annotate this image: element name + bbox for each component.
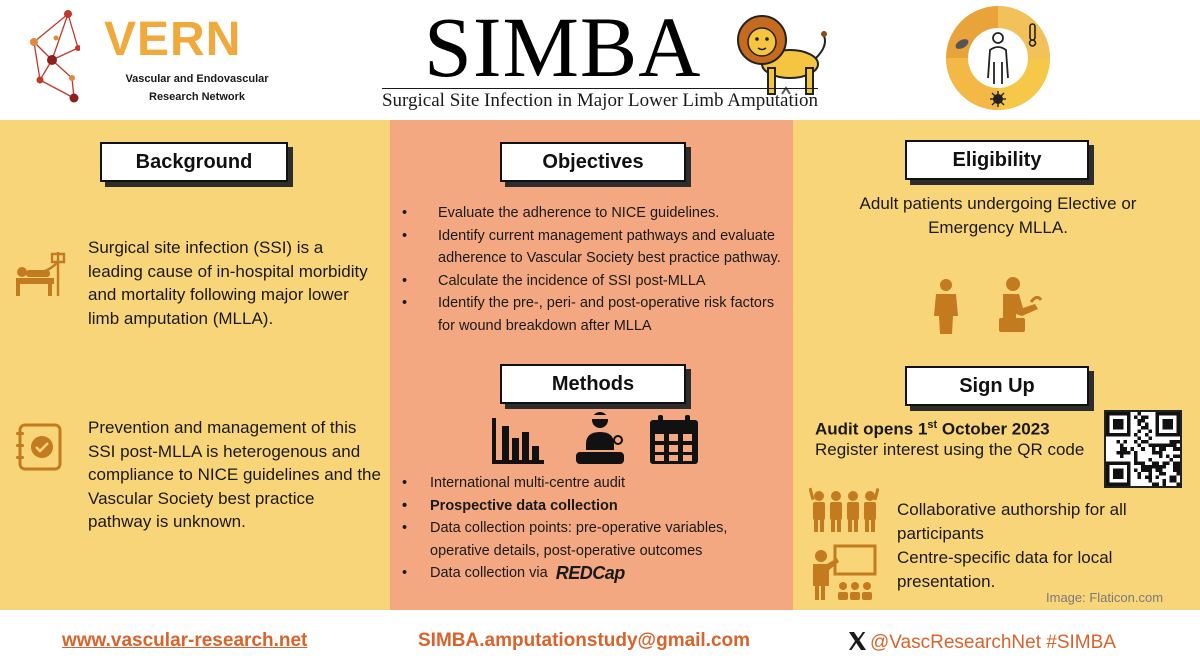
calendar-icon xyxy=(648,414,700,466)
standing-person-icon xyxy=(931,278,961,334)
network-logo-icon xyxy=(28,8,80,104)
page-subtitle: Surgical Site Infection in Major Lower Limb Amputation xyxy=(381,90,819,111)
image-credit: Image: Flaticon.com xyxy=(1046,590,1164,605)
hospital-bed-patient-icon xyxy=(12,250,70,300)
org-subtitle: Vascular and Endovascular Research Network xyxy=(125,73,269,103)
objective-item: • Identify current management pathways and evaluate adherence to Vascular Society best practice pathway. xyxy=(402,225,782,270)
signup-heading: Sign Up xyxy=(905,366,1089,406)
social-handle[interactable]: @VascResearchNet #SIMBA xyxy=(846,630,1116,654)
benefit-authorship: Collaborative authorship for all participants xyxy=(897,500,1127,543)
method-item: • Data collection points: pre-operative variables, operative details, post-operative outcomes xyxy=(402,517,786,562)
x-logo-icon xyxy=(846,630,868,652)
objective-item: • Evaluate the adherence to NICE guidelines. xyxy=(402,202,782,225)
benefit-local-data: Centre-specific data for local presentation. xyxy=(897,548,1113,591)
group-collaboration-icon xyxy=(809,486,879,532)
background-paragraph-2: Prevention and management of this SSI post-MLLA is heterogenous and compliance to NICE guidelines and the Vascular Society best practice pathway is unknown. xyxy=(88,418,381,531)
objective-item: • Calculate the incidence of SSI post-MLLA xyxy=(402,270,782,293)
bar-chart-icon xyxy=(490,416,546,466)
page-title: SIMBA xyxy=(424,0,702,95)
background-panel xyxy=(0,120,390,610)
method-item: • International multi-centre audit xyxy=(402,472,786,495)
presentation-teacher-icon xyxy=(811,544,877,602)
qr-code[interactable] xyxy=(1104,410,1182,488)
eligibility-signup-panel xyxy=(793,120,1200,610)
clinician-examining-patient-icon xyxy=(574,410,626,466)
eligibility-heading: Eligibility xyxy=(905,140,1089,180)
redcap-logo: REDCap xyxy=(555,563,625,584)
method-item-redcap: • Data collection via REDCap xyxy=(402,562,786,585)
objective-item: • Identify the pre-, peri- and post-operative risk factors for wound breakdown after MLLA xyxy=(402,292,782,337)
background-paragraph-1: Surgical site infection (SSI) is a leading cause of in-hospital morbidity and mortality following major lower limb amputation (MLLA). xyxy=(88,238,368,328)
method-item: • Prospective data collection xyxy=(402,495,786,518)
objectives-heading: Objectives xyxy=(500,142,686,182)
objectives-methods-panel xyxy=(390,120,793,610)
objectives-list xyxy=(402,202,782,337)
background-heading: Background xyxy=(100,142,288,182)
register-interest-text: Register interest using the QR code xyxy=(815,440,1085,459)
org-name: VERN xyxy=(104,13,242,66)
header xyxy=(0,0,1200,120)
eligibility-text: Adult patients undergoing Elective or Emergency MLLA. xyxy=(859,194,1137,237)
website-link[interactable]: www.vascular-research.net xyxy=(62,630,308,651)
methods-heading: Methods xyxy=(500,364,686,404)
seated-person-icon xyxy=(995,276,1043,334)
email-link[interactable]: SIMBA.amputationstudy@gmail.com xyxy=(418,630,751,651)
checklist-document-icon xyxy=(14,422,66,472)
audit-open-date: Audit opens 1st October 2023 xyxy=(815,419,1050,439)
infection-risk-wheel-icon xyxy=(944,4,1052,112)
methods-list xyxy=(402,472,786,585)
footer xyxy=(0,610,1200,670)
